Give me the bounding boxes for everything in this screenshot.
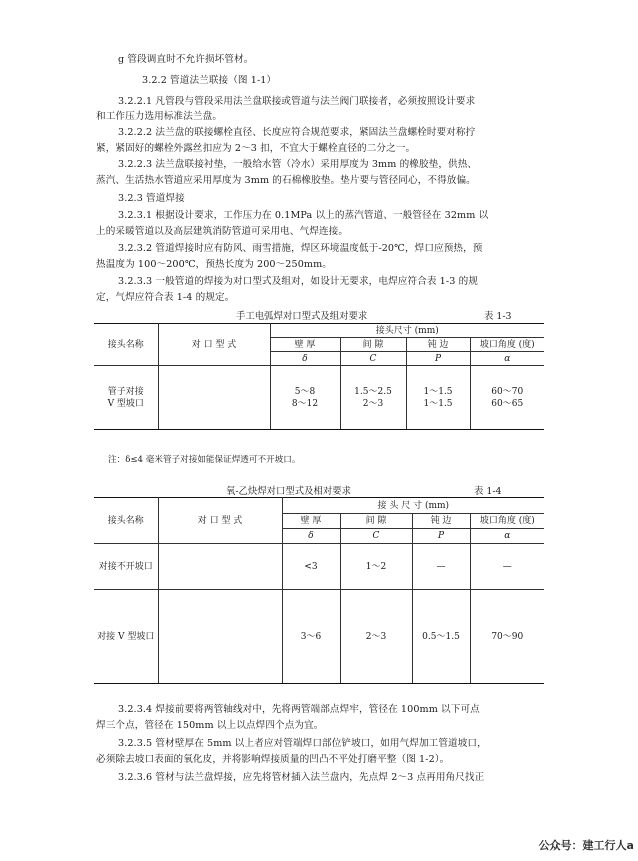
paragraph-3-2-2-3-line1: 3.2.2.3 法兰盘联接衬垫，一般给水管（冷水）采用厚度为 3mm 的橡胶垫，供热、 — [118, 159, 478, 170]
table-1-3-cell-value: 1.5～2.5 — [354, 386, 392, 397]
table-1-3-symbol-delta: δ — [270, 352, 340, 366]
table-1-3-cell-blunt-edge — [406, 366, 470, 430]
table-1-4-symbol-delta: δ — [282, 529, 340, 544]
table-1-4-symbol-c: C — [340, 529, 412, 544]
table-1-3-cell-thickness — [270, 366, 340, 430]
table-1-3-cell-value: 60～70 — [491, 386, 524, 397]
footer-watermark: 公众号：建工行人a — [538, 839, 634, 852]
table-1-4-cell-value: 1～2 — [340, 544, 412, 590]
table-1-4-subheader-blunt-edge: 钝 边 — [412, 514, 470, 529]
table-1-4-joint-form-cell — [158, 590, 282, 684]
table-1-4-cell-value: — — [412, 544, 470, 590]
paragraph-3-2-3-2-line2: 热温度为 100～200℃，预热长度为 200～250mm。 — [96, 259, 332, 270]
table-1-3-cell-bevel-angle — [470, 366, 544, 430]
paragraph-3-2-3-6-line1: 3.2.3.6 管材与法兰盘焊接，应先将管材插入法兰盘内，先点焊 2～3 点再用角尺找正 — [118, 772, 485, 783]
table-1-4-cell-value: 70～90 — [470, 590, 544, 684]
table-1-3-cell-value: 2～3 — [362, 398, 384, 409]
paragraph-3-2-3-3-line1: 3.2.3.3 一般管道的焊接为对口型式及组对，如设计无要求，电焊应符合表 1-3 的规 — [118, 276, 478, 287]
table-1-4-subheader-gap: 间 隙 — [340, 514, 412, 529]
table-1-4-cell-value: <3 — [282, 544, 340, 590]
paragraph-3-2-2-1-line2: 和工作压力选用标准法兰盘。 — [96, 111, 223, 122]
paragraph-3-2-2-2-line1: 3.2.2.2 法兰盘的联接螺栓直径、长度应符合规范要求，紧固法兰盘螺栓时要对称拧 — [118, 127, 476, 138]
table-1-3-row-name-line2: V 型坡口 — [107, 398, 144, 409]
table-1-4-subheader-bevel-angle: 坡口角度 (度) — [470, 514, 544, 529]
table-1-4-header-dimensions: 接 头 尺 寸 (mm) — [282, 498, 544, 514]
table-1-4-cell-value: 3～6 — [282, 590, 340, 684]
table-1-3-header-joint-form: 对 口 型 式 — [158, 324, 270, 366]
table-1-3-cell-value: 60～65 — [491, 398, 524, 409]
section-heading-3-2-2: 3.2.2 管道法兰联接（图 1-1） — [142, 75, 277, 86]
paragraph-3-2-2-2-line2: 紧，紧固好的螺栓外露丝扣应为 2～3 扣，不宜大于螺栓直径的二分之一。 — [96, 143, 416, 154]
table-1-4-cell-value: — — [470, 544, 544, 590]
paragraph-3-2-2-1-line1: 3.2.2.1 凡管段与管段采用法兰盘联接或管道与法兰阀门联接者，必须按照设计要求 — [118, 96, 476, 107]
table-1-3-subheader-gap: 间 隙 — [340, 338, 406, 352]
table-1-3-caption: 手工电弧焊对口型式及组对要求 — [236, 311, 368, 322]
table-1-4-caption: 氧-乙炔焊对口型式及相对要求 — [226, 486, 352, 497]
text-line-g: g 管段调直时不允许损坏管材。 — [118, 54, 254, 65]
table-1-4-joint-form-cell — [158, 544, 282, 590]
paragraph-3-2-2-3-line2: 蒸汽、生活热水管道应采用厚度为 3mm 的石棉橡胶垫。垫片要与管径同心，不得放偏。 — [96, 175, 476, 186]
table-1-3 — [94, 323, 544, 430]
table-1-3-cell-value: 1～1.5 — [423, 386, 453, 397]
table-1-3-cell-value: 1～1.5 — [423, 398, 453, 409]
paragraph-3-2-3-5-line2: 必须除去坡口表面的氧化皮，并将影响焊接质量的凹凸不平处打磨平整（图 1-2）。 — [96, 754, 450, 765]
table-1-3-subheader-bevel-angle: 坡口角度 (度) — [470, 338, 544, 352]
paragraph-3-2-3-1-line2: 上的采暖管道以及高层建筑消防管道可采用电、气焊连接。 — [96, 226, 349, 237]
table-1-4-number: 表 1-4 — [474, 486, 502, 497]
table-1-3-number: 表 1-3 — [484, 311, 512, 322]
table-1-3-symbol-c: C — [340, 352, 406, 366]
table-1-3-symbol-alpha: α — [470, 352, 544, 366]
section-heading-3-2-3: 3.2.3 管道焊接 — [118, 193, 185, 204]
table-1-4-symbol-alpha: α — [470, 529, 544, 544]
table-1-3-header-dimensions: 接头尺寸 (mm) — [270, 324, 544, 338]
table-1-3-joint-form-cell — [158, 366, 270, 430]
table-1-3-cell-gap — [340, 366, 406, 430]
table-1-3-symbol-p: P — [406, 352, 470, 366]
table-1-3-note: 注：δ≤4 毫米管子对接如能保证焊透可不开坡口。 — [108, 455, 301, 465]
paragraph-3-2-3-1-line1: 3.2.3.1 根据设计要求，工作压力在 0.1MPa 以上的蒸汽管道、一般管径在 32mm 以 — [118, 210, 489, 221]
table-1-4-row-name: 对接不开坡口 — [94, 544, 158, 590]
paragraph-3-2-3-4-line2: 焊三个点，管径在 150mm 以上以点焊四个点为宜。 — [96, 720, 324, 731]
paragraph-3-2-3-5-line1: 3.2.3.5 管材壁厚在 5mm 以上者应对管端焊口部位铲坡口，如用气焊加工管道坡口， — [118, 738, 487, 749]
table-1-4-row-name: 对接 V 型坡口 — [94, 590, 158, 684]
table-1-4-header-joint-form: 对 口 型 式 — [158, 498, 282, 544]
table-1-3-subheader-wall-thickness: 壁 厚 — [270, 338, 340, 352]
paragraph-3-2-3-4-line1: 3.2.3.4 焊接前要将两管轴线对中，先将两管端部点焊牢，管径在 100mm 以下可点 — [118, 704, 480, 715]
table-1-3-cell-value: 8～12 — [291, 398, 319, 409]
table-1-4-subheader-wall-thickness: 壁 厚 — [282, 514, 340, 529]
table-1-4-cell-value: 2～3 — [340, 590, 412, 684]
table-1-3-header-joint-name: 接头名称 — [94, 324, 158, 366]
paragraph-3-2-3-3-line2: 定，气焊应符合表 1-4 的规定。 — [96, 292, 235, 303]
paragraph-3-2-3-2-line1: 3.2.3.2 管道焊接时应有防风、雨雪措施，焊区环境温度低于-20℃，焊口应预热，预 — [118, 243, 483, 254]
table-1-4-header-joint-name: 接头名称 — [94, 498, 158, 544]
table-1-4 — [94, 497, 544, 684]
table-1-4-symbol-p: P — [412, 529, 470, 544]
table-1-4-cell-value: 0.5～1.5 — [412, 590, 470, 684]
table-1-3-row-name — [94, 366, 158, 430]
table-1-3-subheader-blunt-edge: 钝 边 — [406, 338, 470, 352]
table-1-3-row-name-line1: 管子对接 — [107, 386, 144, 397]
table-1-3-cell-value: 5～8 — [294, 386, 316, 397]
